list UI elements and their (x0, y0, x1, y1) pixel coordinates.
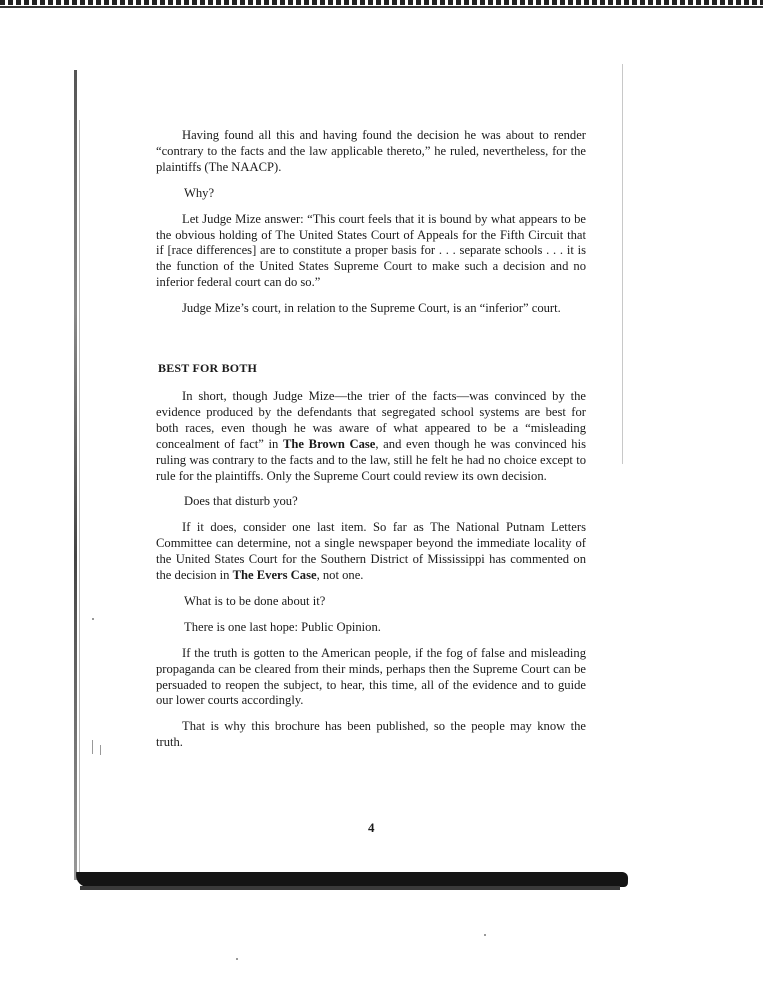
scan-left-edge-shadow (79, 120, 80, 880)
scan-top-rule (0, 6, 763, 8)
case-name: The Evers Case (232, 568, 317, 583)
paragraph: That is why this brochure has been published, so the people may know the truth. (156, 719, 586, 750)
scan-speck (100, 745, 101, 755)
scan-speck (92, 740, 93, 754)
section-heading: BEST FOR BOTH (158, 361, 258, 376)
scan-top-border (0, 0, 763, 5)
paragraph: There is one last hope: Public Opinion. (184, 619, 381, 634)
paragraph: Does that disturb you? (184, 494, 298, 509)
paragraph (156, 389, 586, 484)
page-body (156, 128, 586, 761)
scan-speck (236, 958, 238, 960)
page-number: 4 (368, 820, 375, 835)
scan-speck (92, 618, 94, 620)
scan-left-edge (74, 70, 77, 880)
scan-right-edge (622, 64, 623, 464)
text-run: , and even though he was convinced his ruling was contrary to the facts and to the law, still he felt he had no choice except to rule for the plaintiffs. Only the Supreme Court could review its own decision. (156, 436, 586, 483)
scan-speck (484, 934, 486, 936)
text-run: In short, though Judge Mize—the trier of the facts—was convinced by the evidence produced by the defendants that segregated school systems are best for both races, even though he was aware of what appeared to be a “misleading concealment of fact” in (156, 388, 586, 451)
paragraph: Why? (184, 185, 215, 200)
paragraph (156, 520, 586, 584)
paragraph: Having found all this and having found the decision he was about to render “contrary to the facts and the law applicable thereto,” he ruled, nevertheless, for the plaintiffs (The NAACP). (156, 128, 586, 174)
scan-bottom-shadow (80, 886, 620, 890)
scan-bottom-edge (76, 872, 628, 887)
paragraph: What is to be done about it? (184, 593, 326, 608)
paragraph: Judge Mize’s court, in relation to the Supreme Court, is an “inferior” court. (182, 301, 561, 316)
paragraph: If the truth is gotten to the American people, if the fog of false and misleading propaganda can be cleared from their minds, perhaps then the Supreme Court can be persuaded to reopen the subject, to hear, this time, all of the evidence and to guide our lower courts accordingly. (156, 645, 586, 708)
paragraph: Let Judge Mize answer: “This court feels that it is bound by what appears to be the obvious holding of The United States Court of Appeals for the Fifth Circuit that if [race differences] are to constitute a proper basis for . . . separate schools . . . it is the function of the United States Supreme Court to make such a decision and no inferior federal court can do so.” (156, 211, 586, 290)
text-run: If it does, consider one last item. So far as The National Putnam Letters Committee can determine, not a single newspaper beyond the immediate locality of the United States Court for the Southern District of Mississippi has commented on the decision in (156, 520, 586, 583)
text-run: , not one. (316, 568, 364, 583)
case-name: The Brown Case (283, 436, 376, 451)
